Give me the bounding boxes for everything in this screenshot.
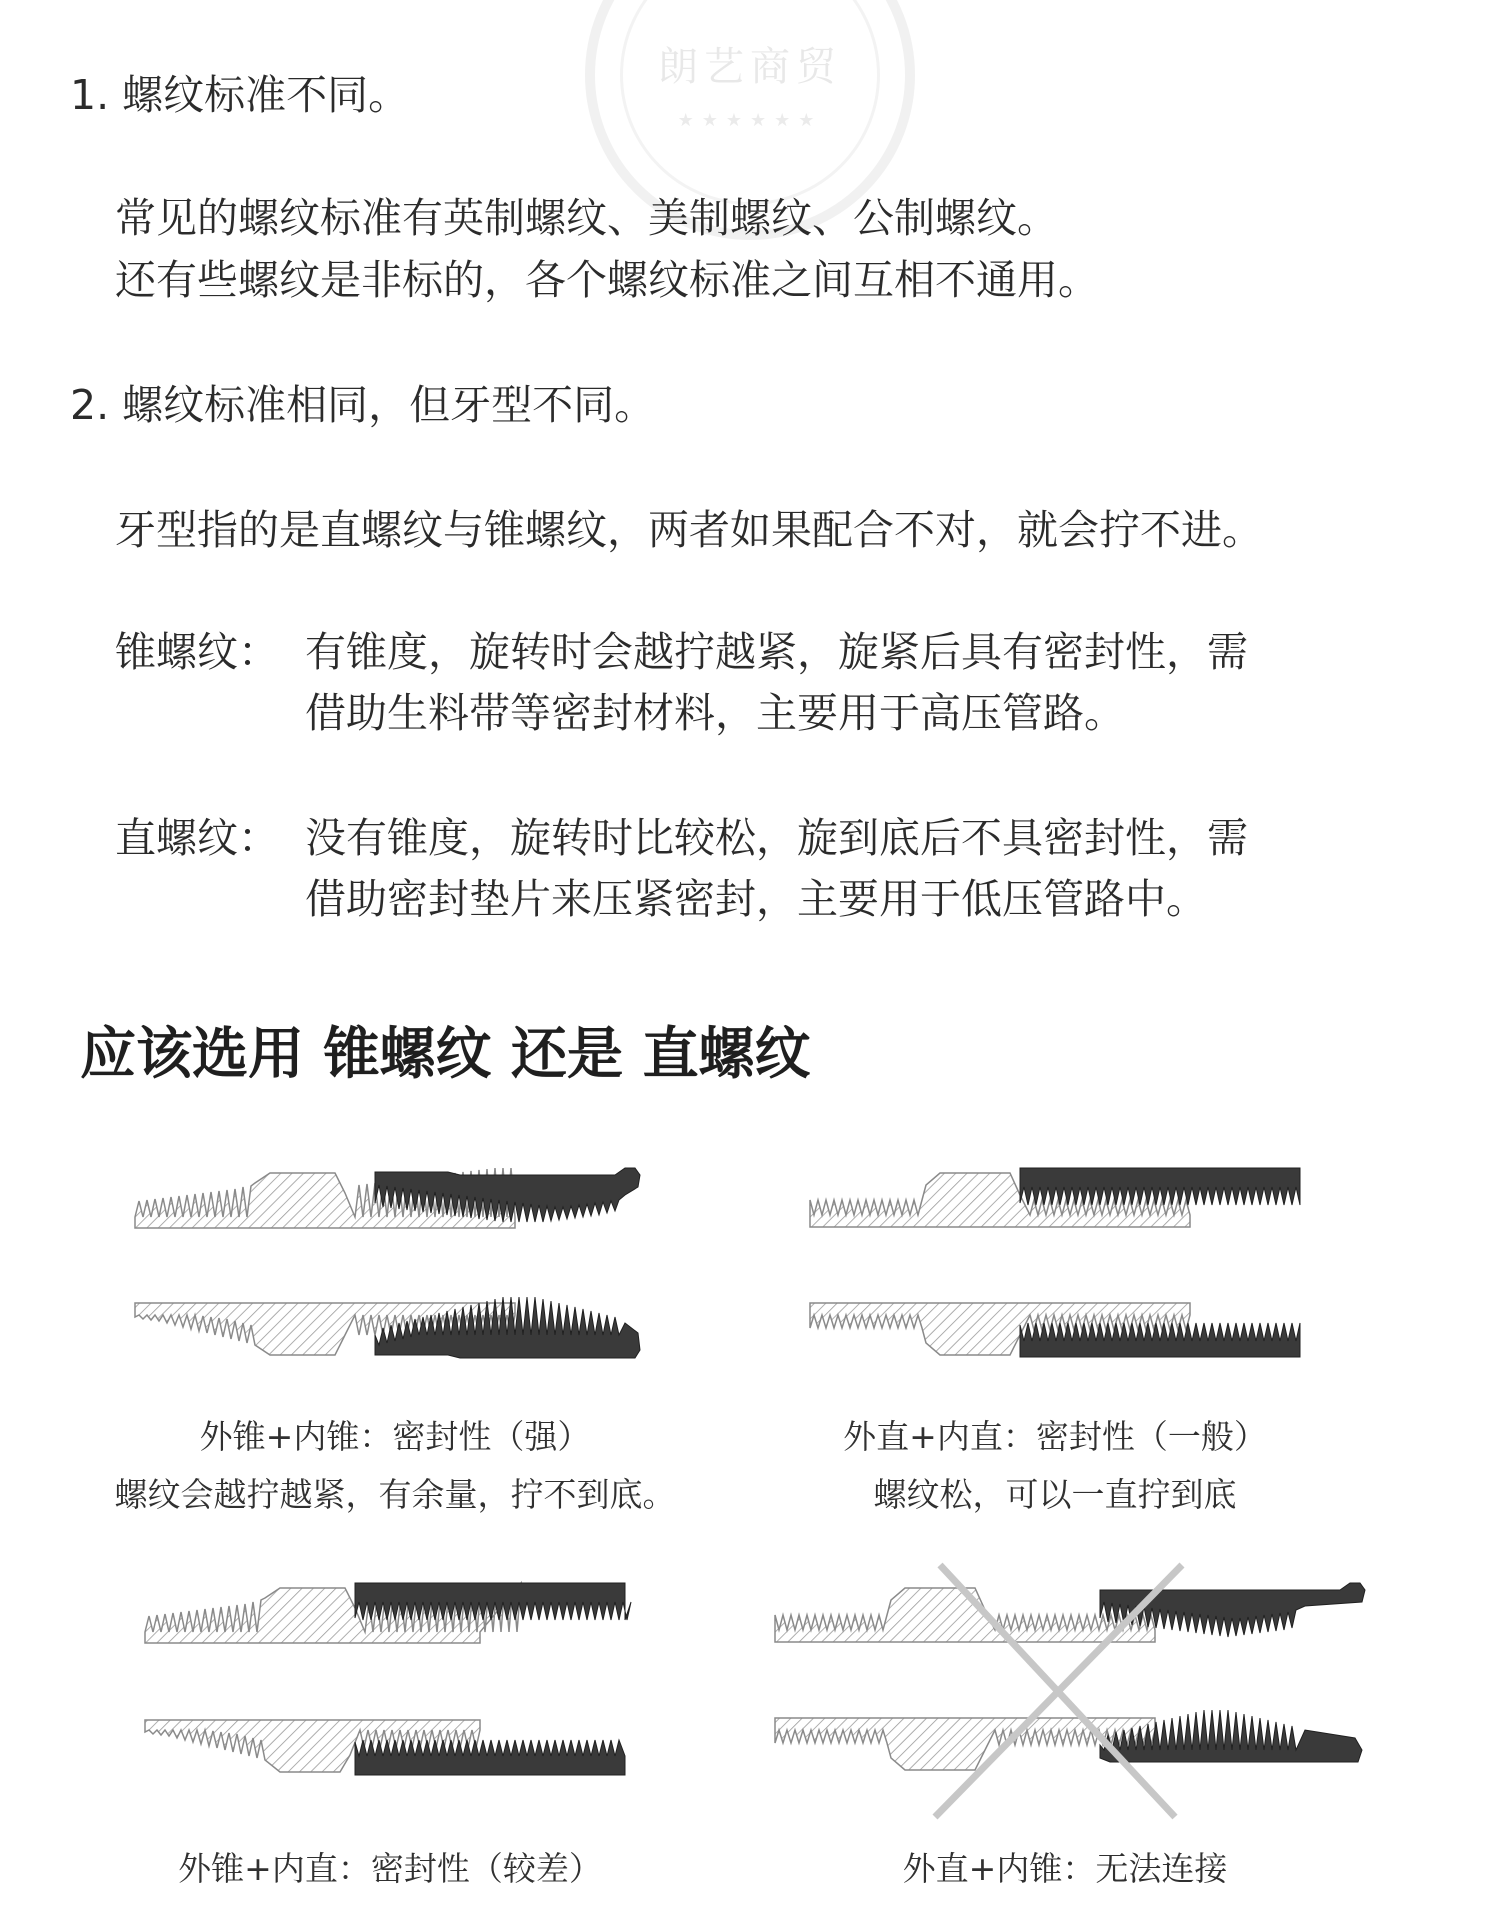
taper-thread-line2: 借助生料带等密封材料，主要用于高压管路。 (305, 689, 1125, 737)
watermark-text: 朗艺商贸 (658, 44, 842, 90)
watermark-inner-ring (620, 0, 880, 205)
caption-taper-straight-title: 外锥+内直：密封性（较差） (178, 1849, 602, 1888)
section1-line1: 常见的螺纹标准有英制螺纹、美制螺纹、公制螺纹。 (115, 194, 1058, 242)
caption-taper-taper-title: 外锥+内锥：密封性（强） (199, 1417, 591, 1456)
watermark-stars: ★★★★★★ (677, 110, 823, 131)
straight-thread-line2: 借助密封垫片来压紧密封，主要用于低压管路中。 (305, 875, 1207, 923)
caption-taper-taper-note: 螺纹会越拧越紧，有余量，拧不到底。 (114, 1475, 676, 1514)
thread-dark-part (1020, 1323, 1300, 1357)
straight-thread-line1: 没有锥度，旋转时比较松，旋到底后不具密封性，需 (305, 814, 1248, 862)
thread-dark-part (1020, 1168, 1300, 1205)
diagram-straight-straight (805, 1165, 1305, 1385)
taper-thread-line1: 有锥度，旋转时会越拧越紧，旋紧后具有密封性，需 (305, 628, 1248, 676)
diagram-taper-taper (130, 1165, 660, 1385)
diagram-taper-straight (140, 1580, 640, 1810)
caption-straight-straight-note: 螺纹松，可以一直拧到底 (873, 1475, 1237, 1514)
straight-thread-label: 直螺纹： (115, 814, 279, 862)
section1-line2: 还有些螺纹是非标的，各个螺纹标准之间互相不通用。 (115, 256, 1099, 304)
thread-dark-part (355, 1583, 631, 1620)
caption-straight-taper-title: 外直+内锥：无法连接 (902, 1849, 1228, 1888)
section-title: 应该选用 锥螺纹 还是 直螺纹 (80, 1022, 811, 1087)
section1-heading: 1. 螺纹标准不同。 (70, 71, 410, 119)
caption-straight-straight-title: 外直+内直：密封性（一般） (843, 1417, 1267, 1456)
section2-heading: 2. 螺纹标准相同，但牙型不同。 (70, 381, 656, 429)
cross-icon (920, 1555, 1190, 1829)
taper-thread-label: 锥螺纹： (115, 628, 279, 676)
section2-intro: 牙型指的是直螺纹与锥螺纹，两者如果配合不对，就会拧不进。 (115, 506, 1263, 554)
thread-dark-part (355, 1740, 625, 1775)
